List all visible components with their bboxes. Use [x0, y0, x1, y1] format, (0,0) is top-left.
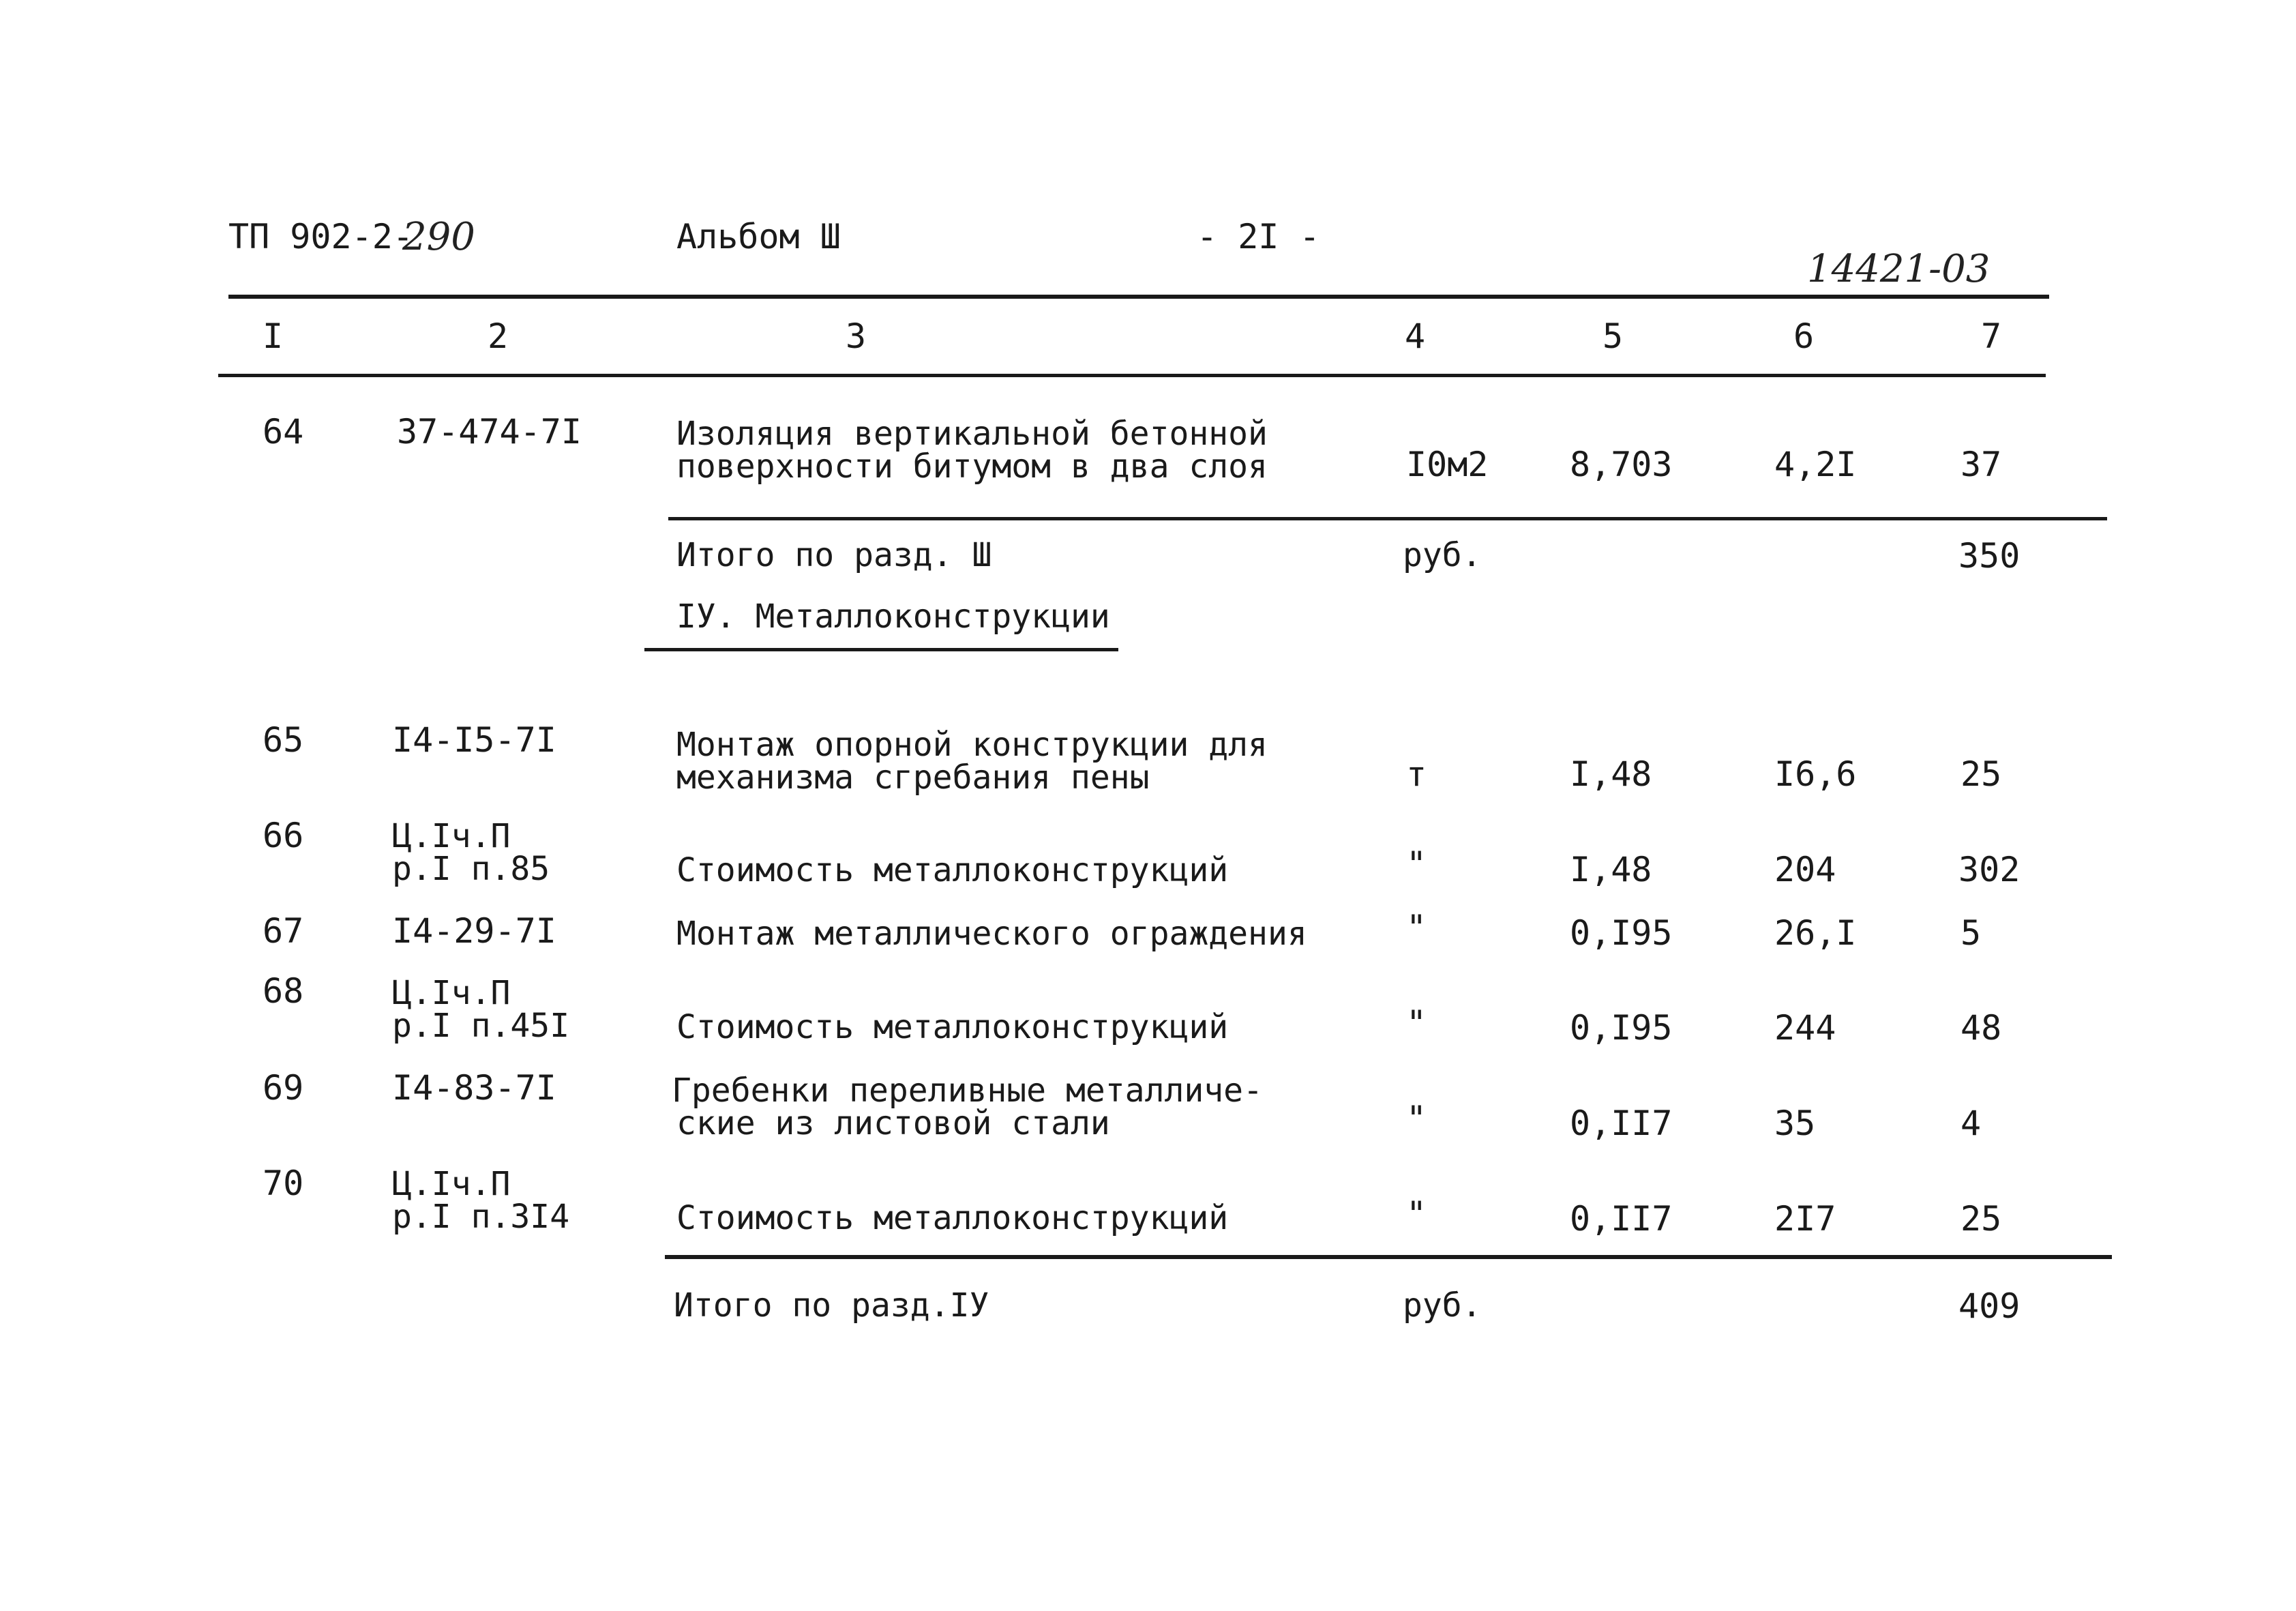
row-unit-price: 26,I: [1774, 913, 1857, 953]
row-unit: ": [1406, 1099, 1427, 1138]
header-top-rule: [228, 295, 2049, 299]
row-code: р.I п.85: [392, 850, 550, 888]
row-description: Гребенки переливные металличе-: [672, 1071, 1263, 1110]
row-description: Стоимость металлоконструкций: [676, 1008, 1229, 1046]
row-total: 37: [1960, 445, 2002, 484]
archive-number: 14421-03: [1807, 247, 1991, 291]
row-code: I4-I5-7I: [392, 720, 556, 760]
header-bottom-rule: [218, 374, 2046, 377]
row-total: 48: [1960, 1008, 2002, 1048]
row-description: Изоляция вертикальной бетонной: [676, 415, 1268, 453]
row-unit: I0м2: [1406, 445, 1489, 484]
row-unit: т: [1406, 754, 1427, 794]
row-number: 64: [263, 412, 304, 452]
section-total-label: Итого по разд. Ш: [676, 536, 992, 574]
section-total-value: 350: [1958, 536, 2021, 576]
row-quantity: I,48: [1570, 754, 1652, 794]
row-code: 37-474-7I: [397, 412, 582, 452]
row-number: 66: [263, 816, 304, 855]
row-description: Монтаж металлического ограждения: [676, 915, 1307, 953]
row-description: Монтаж опорной конструкции для: [676, 726, 1268, 764]
row-quantity: 0,II7: [1570, 1199, 1673, 1239]
column-header: 2: [487, 316, 509, 356]
row-quantity: 8,703: [1570, 445, 1673, 484]
doc-code-handwritten: 290: [402, 215, 475, 259]
column-header: 7: [1980, 316, 2002, 356]
section-total-value: 409: [1958, 1286, 2021, 1326]
section-total-label: Итого по разд.IУ: [674, 1286, 989, 1325]
row-number: 69: [263, 1068, 304, 1108]
row-description: механизма сгребания пены: [676, 758, 1150, 797]
row-description: Стоимость металлоконструкций: [676, 851, 1229, 889]
row-code: Ц.Iч.П: [392, 817, 511, 855]
row-total: 302: [1958, 850, 2021, 889]
row-unit-price: 244: [1774, 1008, 1836, 1048]
row-description: Стоимость металлоконструкций: [676, 1199, 1229, 1237]
row-unit-price: I6,6: [1774, 754, 1857, 794]
row-unit-price: 4,2I: [1774, 445, 1857, 484]
row-quantity: I,48: [1570, 850, 1652, 889]
album-label: Альбом Ш: [676, 217, 841, 256]
row-number: 65: [263, 720, 304, 760]
row-total: 5: [1960, 913, 1982, 953]
row-total: 25: [1960, 754, 2002, 794]
row-unit: ": [1406, 1003, 1427, 1043]
column-header: 3: [845, 316, 867, 356]
row-description: поверхности битумом в два слоя: [676, 447, 1268, 486]
row-unit-price: 204: [1774, 850, 1836, 889]
doc-code: ТП 902-2-: [228, 217, 413, 256]
subtotal-rule: [668, 517, 2107, 520]
section-total-unit: руб.: [1403, 536, 1482, 574]
section-title: IУ. Металлоконструкции: [676, 597, 1110, 636]
column-header: I: [262, 316, 284, 356]
row-unit: ": [1406, 908, 1427, 947]
row-code: I4-83-7I: [392, 1068, 556, 1108]
row-code: Ц.Iч.П: [392, 974, 511, 1012]
row-code: р.I п.3I4: [392, 1198, 570, 1236]
row-total: 25: [1960, 1199, 2002, 1239]
row-unit: ": [1406, 1194, 1427, 1234]
row-number: 67: [263, 911, 304, 951]
row-number: 68: [263, 971, 304, 1011]
row-code: р.I п.45I: [392, 1007, 570, 1045]
subtotal-rule: [665, 1255, 2112, 1259]
column-header: 5: [1602, 316, 1624, 356]
row-quantity: 0,I95: [1570, 913, 1673, 953]
row-unit: ": [1406, 844, 1427, 884]
column-header: 6: [1793, 316, 1815, 356]
row-number: 70: [263, 1164, 304, 1203]
row-unit-price: 2I7: [1774, 1199, 1836, 1239]
row-code: Ц.Iч.П: [392, 1165, 511, 1203]
row-code: I4-29-7I: [392, 911, 556, 951]
row-description: ские из листовой стали: [676, 1104, 1110, 1142]
section-total-unit: руб.: [1403, 1286, 1482, 1325]
row-quantity: 0,II7: [1570, 1104, 1673, 1143]
row-unit-price: 35: [1774, 1104, 1816, 1143]
section-title-underline: [644, 648, 1118, 651]
page-number: - 2I -: [1197, 217, 1320, 256]
column-header: 4: [1404, 316, 1426, 356]
row-total: 4: [1960, 1104, 1982, 1143]
row-quantity: 0,I95: [1570, 1008, 1673, 1048]
